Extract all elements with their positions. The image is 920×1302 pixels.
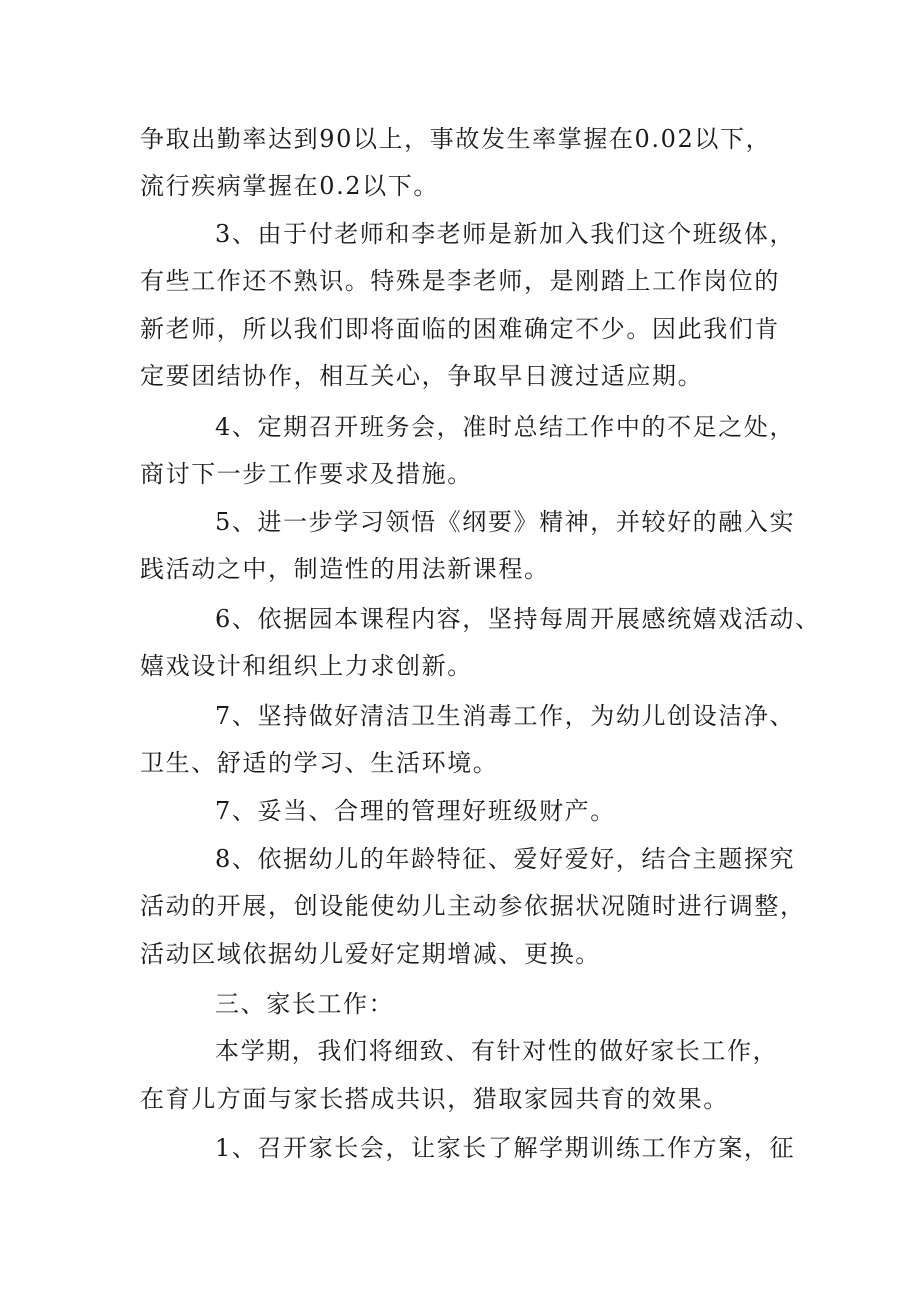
text-line: 流行疾病掌握在0.2以下。 [140,172,439,200]
text-line: 8、依据幼儿的年龄特征、爱好爱好，结合主题探究 [215,845,796,873]
text-line: 嬉戏设计和组织上力求创新。 [140,652,473,680]
text-line: 争取出勤率达到90以上，事故发生率掌握在0.02以下， [140,125,772,153]
text-line: 践活动之中，制造性的用法新课程。 [140,555,550,583]
text-line: 5、进一步学习领悟《纲要》精神，并较好的融入实 [215,508,796,536]
text-line: 6、依据园本课程内容，坚持每周开展感统嬉戏活动、 [215,605,821,633]
text-line: 7、坚持做好清洁卫生消毒工作，为幼儿创设洁净、 [215,702,796,730]
text-line: 活动的开展，创设能使幼儿主动参依据状况随时进行调整， [140,892,806,920]
text-line: 定要团结协作，相互关心，争取早日渡过适应期。 [140,362,704,390]
text-line: 活动区域依据幼儿爱好定期增减、更换。 [140,940,601,968]
text-line: 3、由于付老师和李老师是新加入我们这个班级体， [215,220,796,248]
section-heading: 三、家长工作： [215,990,395,1018]
text-line: 本学期，我们将细致、有针对性的做好家长工作， [215,1037,779,1065]
text-line: 卫生、舒适的学习、生活环境。 [140,749,499,777]
text-line: 7、妥当、合理的管理好班级财产。 [215,797,616,825]
text-line: 在育儿方面与家长搭成共识，猎取家园共育的效果。 [140,1085,729,1113]
text-line: 新老师，所以我们即将面临的困难确定不少。因此我们肯 [140,315,780,343]
text-line: 4、定期召开班务会，准时总结工作中的不足之处， [215,413,796,441]
text-line: 有些工作还不熟识。特殊是李老师，是刚踏上工作岗位的 [140,267,780,295]
text-line: 1、召开家长会，让家长了解学期训练工作方案，征 [215,1134,796,1162]
text-line: 商讨下一步工作要求及措施。 [140,460,473,488]
